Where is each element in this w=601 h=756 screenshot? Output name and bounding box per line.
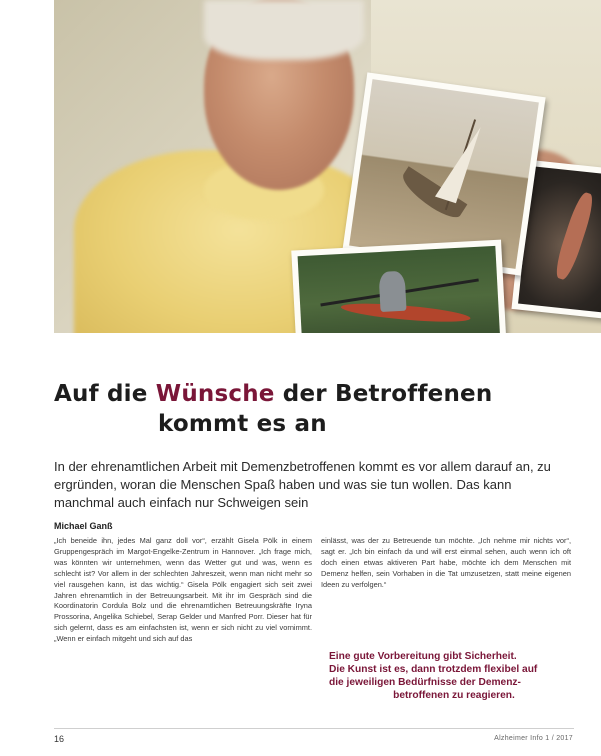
pull-quote-line: die jeweiligen Bedürfnisse der Demenz- xyxy=(329,677,521,688)
body-column-2: einlässt, was der zu Betreuende tun möchte. „Ich nehme mir nichts vor“, sagt er. „Ich bin einfach da und will erst einmal sehen, auch wenn ich oft doch einen etwas aktiveren Part habe, möchte ich dem Menschen mit Demenz helfen, sein Vorhaben in die Tat umzusetzen, statt meine eigenen Ideen zu verfolgen.“ xyxy=(321,536,571,589)
body-column-1: „Ich beneide ihn, jedes Mal ganz doll vor“, erzählt Gisela Pölk in einem Gruppengespräch im Margot-Engelke-Zentrum in Hannover. „Ich frage mich, was könnten wir unternehmen, wenn das Wetter gut und was, wenn es schlecht ist? Vor allem in der schlechten Jahreszeit, wenn man nicht mehr so viel rausgehen kann, ist das wichtig.“ Gisela Pölk engagiert sich seit zwei Jahren ehrenamtlich in der Betreuungsarbeit. Mit ihr im Gespräch sind die Koordinatorin Cordula Bolz und die ehrenamtlichen Betreuungskräfte Iryna Prossorina, Angelika Schiebel, Serap Gelder und Manfred Porr. Dieser hat für sich gelernt, dass es am einfachsten ist, wenn er sich nicht zu viel vornimmt. „Wenn er einfach mitgeht und sich auf das xyxy=(54,536,312,644)
page-number: 16 xyxy=(54,734,65,744)
pull-quote xyxy=(329,650,579,702)
pull-quote-line: Die Kunst ist es, dann trotzdem flexibel auf xyxy=(329,664,538,675)
headline-part1: Auf die xyxy=(54,381,156,407)
article-intro: In der ehrenamtlichen Arbeit mit Demenzbetroffenen kommt es vor allem darauf an, zu ergründen, woran die Menschen Spaß haben und was sie tun wollen. Das kann manchmal auch einfach nur Schweigen sein xyxy=(54,459,551,510)
hero-photo xyxy=(54,0,601,333)
headline-line2: kommt es an xyxy=(158,411,327,437)
article-headline xyxy=(54,379,534,439)
pull-quote-line: betroffenen zu reagieren. xyxy=(393,690,515,701)
man-hair xyxy=(204,0,364,60)
publication-info: Alzheimer Info 1 / 2017 xyxy=(494,735,573,742)
headline-part2: der Betroffenen xyxy=(274,381,493,407)
pull-quote-line: Eine gute Vorbereitung gibt Sicherheit. xyxy=(329,651,517,662)
article-author: Michael Ganß xyxy=(54,521,113,531)
photo-kayak xyxy=(291,240,506,333)
footer-rule xyxy=(54,728,574,729)
headline-accent: Wünsche xyxy=(155,381,275,407)
